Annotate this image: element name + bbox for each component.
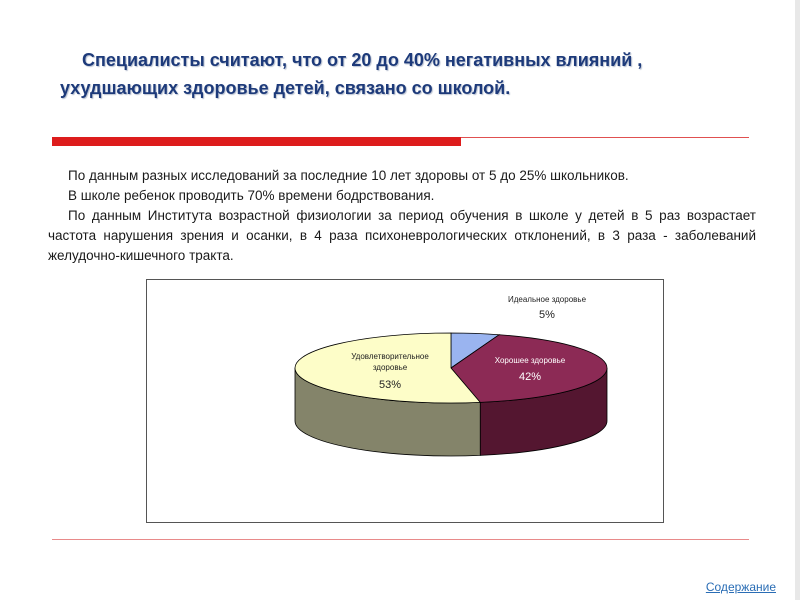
slide-frame-edge bbox=[795, 0, 800, 600]
contents-link[interactable]: Содержание bbox=[705, 580, 776, 594]
slide-title bbox=[60, 46, 760, 102]
health-pie-chart bbox=[146, 279, 664, 523]
slice-value-label-2: 53% bbox=[378, 379, 402, 391]
body-paragraph-3: По данным Института возрастной физиологии за период обучения в школе у детей в 5 раз возрастает частота нарушения зрения и осанки, в 4 раза психоневрологических отклонений, в 3 раза - заболеваний желудочно-кишечного тракта. bbox=[48, 208, 756, 263]
slice-name-label-2-1: здоровье bbox=[372, 363, 408, 372]
slide-title-line-2: ухудшающих здоровье детей, связано со школой. bbox=[60, 78, 511, 98]
slice-value-label-1: 42% bbox=[518, 371, 542, 383]
bottom-divider bbox=[52, 539, 749, 540]
body-paragraph-2: В школе ребенок проводить 70% времени бодрствования. bbox=[68, 188, 435, 203]
pie-chart-svg bbox=[147, 280, 663, 522]
body-text bbox=[48, 166, 756, 266]
slide-title-line-1: Специалисты считают, что от 20 до 40% негативных влияний , bbox=[82, 50, 643, 70]
slice-value-label-0: 5% bbox=[539, 309, 555, 321]
slice-name-label-0: Идеальное здоровье bbox=[507, 295, 587, 304]
slice-name-label-2-0: Удовлетворительное bbox=[351, 352, 429, 361]
title-divider-red-bar bbox=[52, 137, 461, 146]
slice-name-label-1: Хорошее здоровье bbox=[494, 356, 566, 365]
body-paragraph-1: По данным разных исследований за последние 10 лет здоровы от 5 до 25% школьников. bbox=[68, 168, 629, 183]
title-divider bbox=[52, 134, 749, 146]
